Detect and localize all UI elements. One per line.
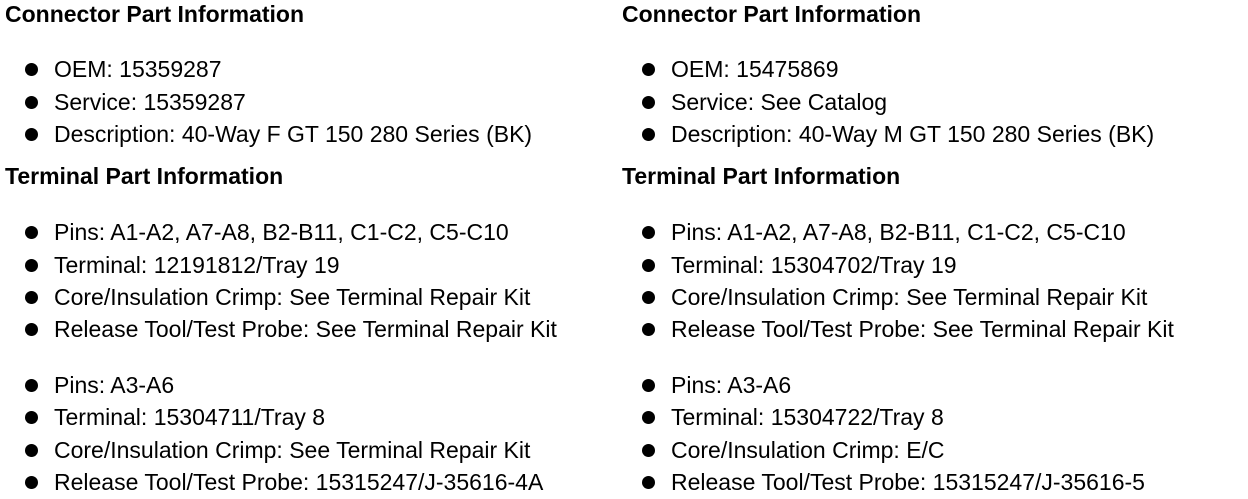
connector-oem: OEM: 15359287: [54, 56, 222, 82]
bullet-icon: [642, 411, 655, 424]
connector-description: Description: 40-Way M GT 150 280 Series (BK): [671, 121, 1155, 147]
terminal-number: Terminal: 12191812/Tray 19: [54, 252, 340, 278]
terminal-number: Terminal: 15304711/Tray 8: [54, 404, 326, 430]
terminal-pins: Pins: A3-A6: [54, 372, 175, 398]
bullet-icon: [25, 291, 38, 304]
bullet-icon: [25, 444, 38, 457]
bullet-icon: [25, 411, 38, 424]
connector-service: Service: 15359287: [54, 89, 246, 115]
bullet-icon: [25, 63, 38, 76]
bullet-icon: [642, 259, 655, 272]
bullet-icon: [642, 444, 655, 457]
bullet-icon: [25, 226, 38, 239]
terminal-pins: Pins: A3-A6: [671, 372, 792, 398]
bullet-icon: [642, 96, 655, 109]
terminal-pins: Pins: A1-A2, A7-A8, B2-B11, C1-C2, C5-C10: [54, 219, 509, 245]
connector-heading: Connector Part Information: [622, 1, 922, 27]
terminal-number: Terminal: 15304702/Tray 19: [671, 252, 957, 278]
terminal-release-tool: Release Tool/Test Probe: See Terminal Repair Kit: [54, 316, 557, 342]
terminal-crimp: Core/Insulation Crimp: See Terminal Repair Kit: [54, 437, 531, 463]
bullet-icon: [642, 379, 655, 392]
left-column: [5, 0, 625, 498]
bullet-icon: [25, 476, 38, 489]
bullet-icon: [25, 323, 38, 336]
bullet-icon: [25, 379, 38, 392]
bullet-icon: [642, 128, 655, 141]
terminal-pins: Pins: A1-A2, A7-A8, B2-B11, C1-C2, C5-C10: [671, 219, 1126, 245]
terminal-crimp: Core/Insulation Crimp: See Terminal Repair Kit: [54, 284, 531, 310]
bullet-icon: [25, 128, 38, 141]
bullet-icon: [25, 259, 38, 272]
connector-oem: OEM: 15475869: [671, 56, 839, 82]
connector-heading: Connector Part Information: [5, 1, 305, 27]
terminal-heading: Terminal Part Information: [622, 163, 901, 189]
terminal-release-tool: Release Tool/Test Probe: 15315247/J-35616-5: [671, 469, 1145, 495]
connector-description: Description: 40-Way F GT 150 280 Series (BK): [54, 121, 533, 147]
bullet-icon: [642, 63, 655, 76]
connector-service: Service: See Catalog: [671, 89, 888, 115]
bullet-icon: [642, 323, 655, 336]
bullet-icon: [642, 476, 655, 489]
terminal-number: Terminal: 15304722/Tray 8: [671, 404, 944, 430]
terminal-release-tool: Release Tool/Test Probe: 15315247/J-35616-4A: [54, 469, 544, 495]
terminal-crimp: Core/Insulation Crimp: E/C: [671, 437, 945, 463]
bullet-icon: [642, 226, 655, 239]
terminal-heading: Terminal Part Information: [5, 163, 284, 189]
terminal-release-tool: Release Tool/Test Probe: See Terminal Repair Kit: [671, 316, 1174, 342]
terminal-crimp: Core/Insulation Crimp: See Terminal Repair Kit: [671, 284, 1148, 310]
bullet-icon: [25, 96, 38, 109]
right-column: [622, 0, 1242, 498]
bullet-icon: [642, 291, 655, 304]
